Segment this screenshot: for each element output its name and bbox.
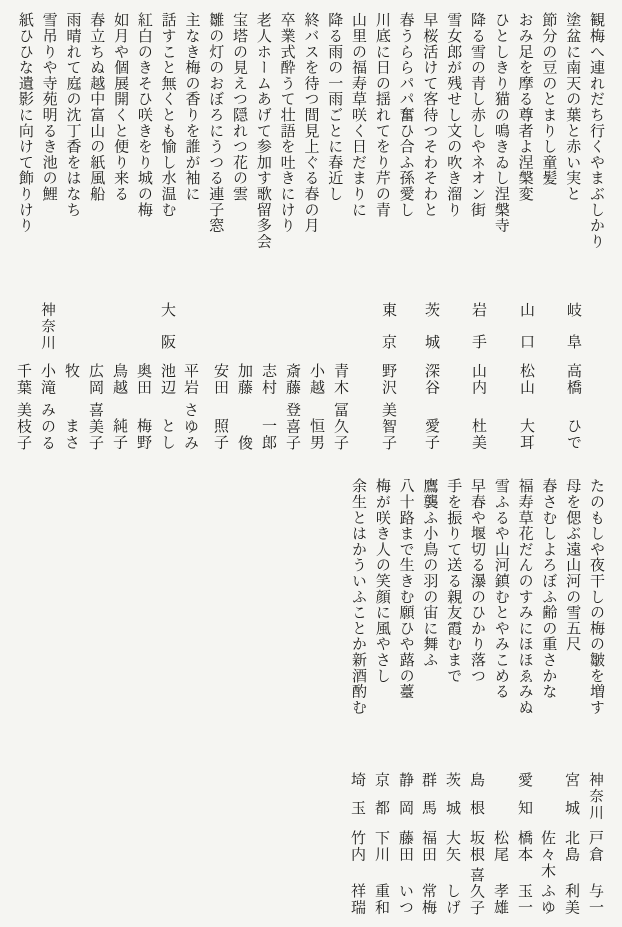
haiku-column: 福寿草花だんのすみにほほゑみぬ — [516, 478, 533, 715]
author-name — [416, 830, 440, 914]
author-entry — [535, 772, 559, 917]
haiku-column: ひとしきり猫の鳴きゐし涅槃寺 — [492, 12, 509, 234]
author-entry — [59, 302, 83, 452]
prefecture-label: 埼玉 — [349, 772, 365, 828]
haiku-column: 雪女郎が残せし文の吹き溜り — [445, 12, 462, 218]
author-name — [559, 830, 583, 914]
family-name: 松尾 — [492, 830, 508, 863]
family-name: 下川 — [373, 830, 389, 863]
family-name: 北島 — [563, 830, 579, 863]
haiku-column: 紅白のきそひ咲きをり城の梅 — [135, 12, 152, 218]
author-entry — [256, 302, 280, 452]
author-entry — [328, 302, 352, 452]
author-entry — [11, 302, 35, 452]
haiku-column: 宝塔の見えつ隠れつ花の雲 — [231, 12, 248, 202]
author-name — [256, 363, 280, 449]
given-name: 重和 — [373, 883, 389, 916]
author-entry — [514, 302, 538, 452]
author-entry — [488, 772, 512, 917]
haiku-column: 降る雪の青し赤しやネオン街 — [469, 12, 486, 218]
prefecture-label: 東京 — [380, 302, 396, 366]
family-name: 坂根 — [468, 830, 484, 863]
author-entry — [440, 772, 464, 917]
haiku-column: 主なき梅の香りを誰が袖に — [183, 12, 200, 202]
given-name: 一郎 — [260, 418, 276, 451]
haiku-column: 早春や堰切る瀑のひかり落つ — [469, 478, 486, 684]
haiku-column: 手を振りて送る親友霞むまで — [445, 478, 462, 684]
given-name: 杜美 — [470, 418, 486, 451]
author-name — [345, 830, 369, 914]
haiku-column: 話すこと無くとも愉し水温む — [159, 12, 176, 218]
haiku-column: 節分の豆のとまりし童髪 — [540, 12, 557, 186]
haiku-column: 卒業式酔うて壮語を吐きにけり — [278, 12, 295, 234]
given-name: さゆみ — [182, 401, 198, 451]
author-name — [328, 363, 352, 449]
prefecture-label: 島根 — [468, 772, 484, 828]
author-name — [304, 363, 328, 449]
author-name — [561, 363, 585, 449]
family-name: 高橋 — [565, 363, 581, 396]
author-name — [488, 830, 512, 914]
haiku-column: 紙ひひな遺影に向けて飾りけり — [16, 12, 33, 234]
author-entry — [280, 302, 304, 452]
author-name — [107, 363, 131, 449]
family-name: 平岩 — [182, 363, 198, 396]
author-entry — [561, 302, 585, 452]
author-entry — [583, 772, 607, 917]
author-name — [11, 363, 35, 449]
given-name: 美智子 — [380, 401, 396, 451]
given-name: いつ — [397, 883, 413, 916]
author-entry — [304, 302, 328, 452]
given-name: 愛子 — [423, 418, 439, 451]
author-entry — [419, 302, 443, 452]
haiku-column: 鷹襲ふ小鳥の羽の宙に舞ふ — [421, 478, 438, 668]
given-name: 喜美子 — [87, 401, 103, 451]
family-name: 広岡 — [87, 363, 103, 396]
author-name — [369, 830, 393, 914]
prefecture-label: 愛知 — [516, 772, 532, 828]
family-name: 安田 — [212, 363, 228, 396]
author-name — [232, 363, 256, 449]
author-name — [83, 363, 107, 449]
given-name: 純子 — [111, 418, 127, 451]
author-entry — [208, 302, 232, 452]
author-entry — [155, 302, 179, 452]
given-name: 与一 — [587, 883, 603, 916]
given-name: 祥瑞 — [349, 883, 365, 916]
given-name: 俊 — [236, 434, 252, 451]
given-name: 常梅 — [420, 883, 436, 916]
haiku-column: 梅が咲き人の笑顔に風やさし — [373, 478, 390, 684]
author-entry — [512, 772, 536, 917]
given-name: ふゆ — [539, 883, 555, 916]
haiku-column: 雨晴れて庭の沈丁香をはなち — [64, 12, 81, 218]
author-name — [208, 363, 232, 449]
family-name: 鳥越 — [111, 363, 127, 396]
given-name: 孝雄 — [492, 883, 508, 916]
given-name: 照子 — [212, 418, 228, 451]
family-name: 竹内 — [349, 830, 365, 863]
author-name — [131, 363, 155, 449]
haiku-column: 終バスを待つ間見上ぐる春の月 — [302, 12, 319, 234]
author-name — [419, 363, 443, 449]
author-entry — [83, 302, 107, 452]
author-entry — [393, 772, 417, 917]
haiku-column: 母を偲ぶ遠山河の雪五尺 — [564, 478, 581, 652]
haiku-column: 老人ホームあげて参加す歌留多会 — [254, 12, 271, 249]
author-name — [155, 363, 179, 449]
prefecture-label: 京都 — [373, 772, 389, 828]
prefecture-label: 山口 — [518, 302, 534, 366]
author-name — [440, 830, 464, 914]
author-name — [583, 830, 607, 914]
author-name — [512, 830, 536, 914]
prefecture-label: 宮城 — [563, 772, 579, 828]
haiku-column: 塗盆に南天の葉と赤い実と — [564, 12, 581, 202]
haiku-block-top — [12, 12, 607, 257]
given-name: みのる — [39, 401, 55, 451]
author-entry — [369, 772, 393, 917]
given-name: とし — [159, 418, 175, 451]
author-name — [393, 830, 417, 914]
author-name — [280, 363, 304, 449]
family-name: 青木 — [332, 363, 348, 396]
haiku-column: 春さむしよろぼふ齢の重さかな — [540, 478, 557, 700]
haiku-column: 八十路まで生きむ願ひや蕗の薹 — [397, 478, 414, 700]
haiku-column: おみ足を摩る尊者よ涅槃変 — [516, 12, 533, 202]
haiku-column: 川底に日の揺れてをり芹の青 — [373, 12, 390, 218]
author-entry — [559, 772, 583, 917]
author-entry — [178, 302, 202, 452]
author-entry — [35, 302, 59, 452]
haiku-column: 降る雨の一雨ごとに春近し — [326, 12, 343, 202]
prefecture-label: 神奈川 — [587, 772, 603, 822]
haiku-column: 観梅へ連れだち行くやまぶしかり — [588, 12, 604, 249]
family-name: 奥田 — [135, 363, 151, 396]
given-name: 大耳 — [518, 418, 534, 451]
author-name — [178, 363, 202, 449]
author-entry — [376, 302, 400, 452]
family-name: 山内 — [470, 363, 486, 396]
author-entry — [107, 302, 131, 452]
prefecture-label: 群馬 — [420, 772, 436, 828]
given-name: 梅野 — [135, 418, 151, 451]
haiku-column: 如月や個展開くと便り来る — [112, 12, 129, 202]
family-name: 野沢 — [380, 363, 396, 396]
haiku-column: 山里の福寿草咲く日だまりに — [350, 12, 367, 218]
family-name: 福田 — [420, 830, 436, 863]
family-name: 志村 — [260, 363, 276, 396]
given-name: 美枝子 — [15, 401, 31, 451]
family-name: 千葉 — [15, 363, 31, 396]
family-name: 佐々木 — [539, 830, 555, 880]
haiku-column: 余生とはかういふことか新酒酌む — [350, 478, 367, 715]
given-name: ひで — [565, 418, 581, 451]
family-name: 松山 — [518, 363, 534, 396]
haiku-column: 早桜活けて客待つそわそわと — [421, 12, 438, 218]
family-name: 橋本 — [516, 830, 532, 863]
family-name: 戸倉 — [587, 830, 603, 863]
given-name: 冨久子 — [332, 401, 348, 451]
family-name: 牧 — [63, 363, 79, 380]
haiku-column: 春立ちぬ越中富山の紙風船 — [88, 12, 105, 202]
haiku-column: たのもしや夜干しの梅の皺を増す — [588, 478, 604, 715]
prefecture-label: 茨城 — [423, 302, 439, 366]
given-name: 喜久子 — [468, 866, 484, 916]
author-name — [376, 363, 400, 449]
author-entry — [131, 302, 155, 452]
given-name: 恒男 — [308, 418, 324, 451]
prefecture-label: 茨城 — [444, 772, 460, 828]
given-name: まさ — [63, 418, 79, 451]
haiku-block-bottom — [345, 478, 607, 723]
author-entry — [232, 302, 256, 452]
author-name — [35, 363, 59, 449]
family-name: 藤田 — [397, 830, 413, 863]
prefecture-label: 岩手 — [470, 302, 486, 366]
author-entry — [345, 772, 369, 917]
haiku-column: 春うららパパ奮ひ合ふ孫愛し — [397, 12, 414, 218]
given-name: 登喜子 — [284, 401, 300, 451]
prefecture-label: 大阪 — [159, 302, 175, 366]
family-name: 斎藤 — [284, 363, 300, 396]
family-name: 池辺 — [159, 363, 175, 396]
haiku-column: 雪吊りや寺苑明るき池の鯉 — [40, 12, 57, 202]
prefecture-label: 神奈川 — [39, 302, 55, 352]
family-name: 小滝 — [39, 363, 55, 396]
author-entry — [416, 772, 440, 917]
family-name: 大矢 — [444, 830, 460, 863]
author-name — [535, 830, 559, 914]
given-name: しげ — [444, 883, 460, 916]
prefecture-label: 静岡 — [397, 772, 413, 828]
family-name: 小越 — [308, 363, 324, 396]
author-name — [59, 363, 83, 449]
author-entry — [466, 302, 490, 452]
author-name — [466, 363, 490, 449]
prefecture-label: 岐阜 — [565, 302, 581, 366]
given-name: 利美 — [563, 883, 579, 916]
family-name: 加藤 — [236, 363, 252, 396]
author-name — [464, 830, 488, 914]
haiku-column: 雪ふるや山河鎮むとやみこめる — [492, 478, 509, 700]
given-name: 玉一 — [516, 883, 532, 916]
haiku-column: 雛の灯のおぼろにうつる連子窓 — [207, 12, 224, 234]
family-name: 深谷 — [423, 363, 439, 396]
author-entry — [464, 772, 488, 917]
author-name — [514, 363, 538, 449]
